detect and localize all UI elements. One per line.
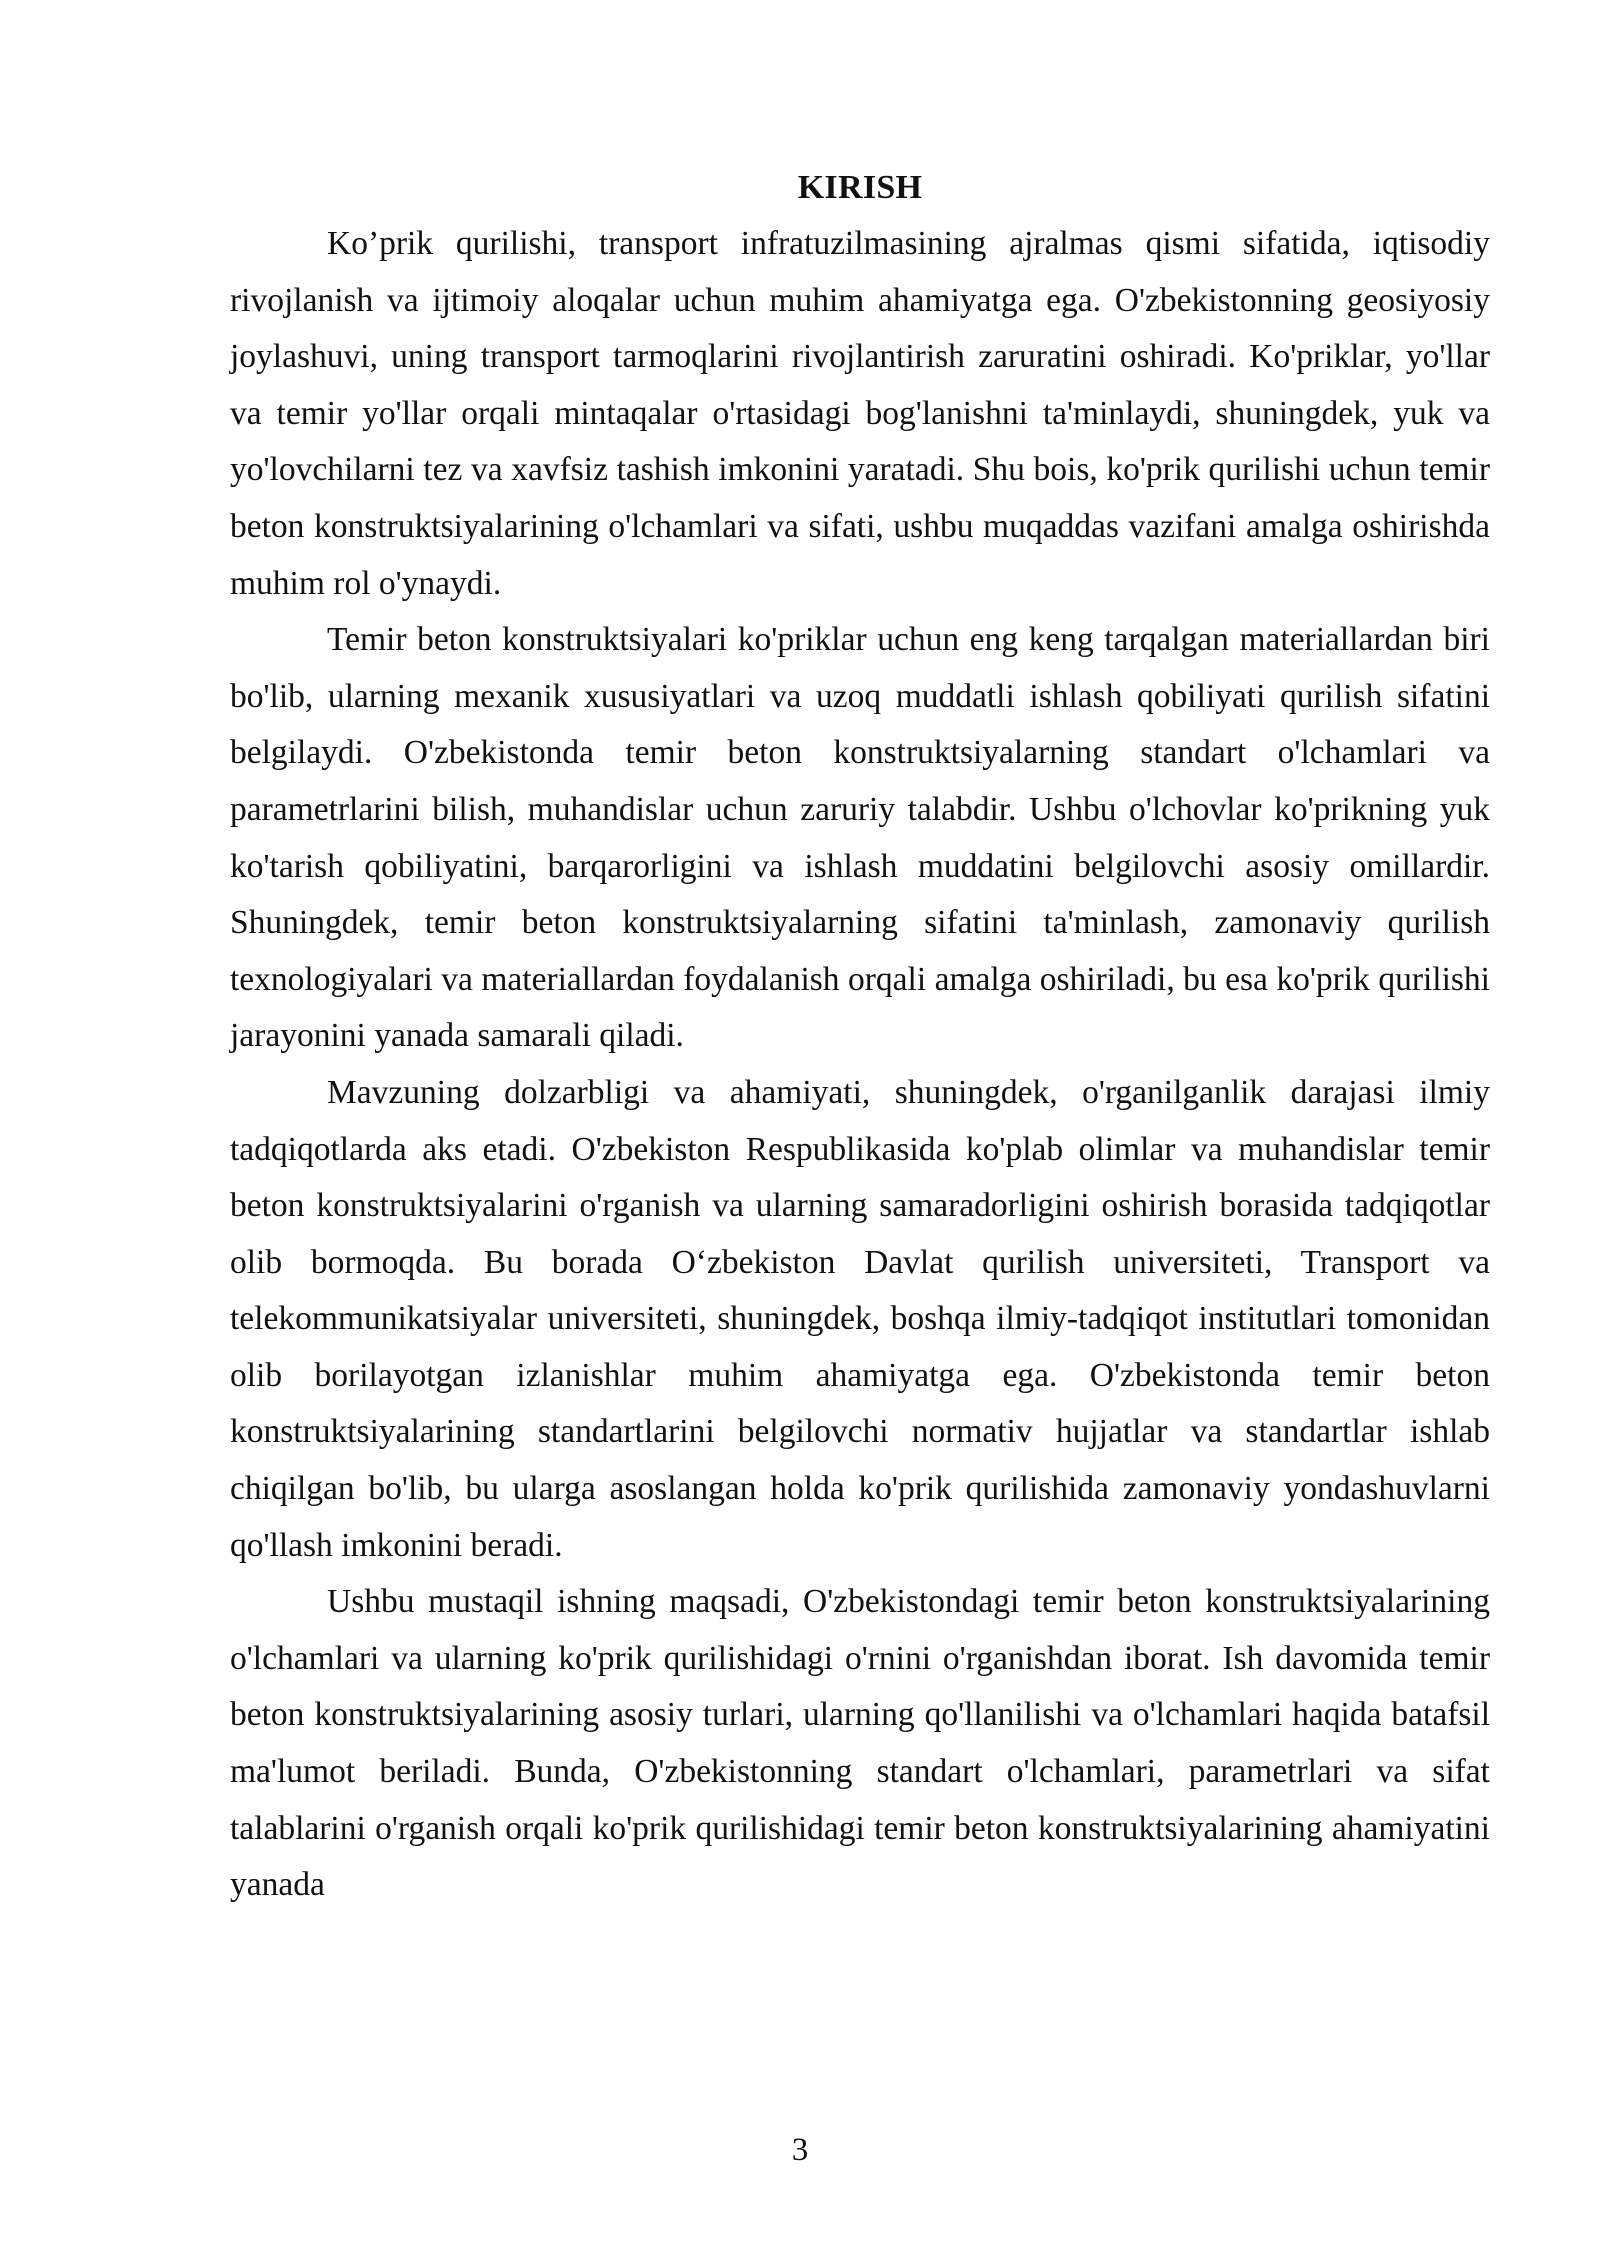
- paragraph-3: Mavzuning dolzarbligi va ahamiyati, shuningdek, o'rganilganlik darajasi ilmiy tadqiqotlarda aks etadi. O'zbekiston Respublikasida ko'plab olimlar va muhandislar temir beton konstruktsiyalarini o'rganish va ularning samaradorligini oshirish borasida tadqiqotlar olib bormoqda. Bu borada O‘zbekiston Davlat qurilish universiteti, Transport va telekommunikatsiyalar universiteti, shuningdek, boshqa ilmiy-tadqiqot institutlari tomonidan olib borilayotgan izlanishlar muhim ahamiyatga ega. O'zbekistonda temir beton konstruktsiyalarining standartlarini belgilovchi normativ hujjatlar va standartlar ishlab chiqilgan bo'lib, bu ularga asoslangan holda ko'prik qurilishida zamonaviy yondashuvlarni qo'llash imkonini beradi.: [230, 1073, 1490, 1564]
- section-title: KIRISH: [797, 169, 923, 206]
- paragraph-1: Ko’prik qurilishi, transport infratuzilmasining ajralmas qismi sifatida, iqtisodiy rivojlanish va ijtimoiy aloqalar uchun muhim ahamiyatga ega. O'zbekistonning geosiyosiy joylashuvi, uning transport tarmoqlarini rivojlantirish zaruratini oshiradi. Ko'priklar, yo'llar va temir yo'llar orqali mintaqalar o'rtasidagi bog'lanishni ta'minlaydi, shuningdek, yuk va yo'lovchilarni tez va xavfsiz tashish imkonini yaratadi. Shu bois, ko'prik qurilishi uchun temir beton konstruktsiyalarining o'lchamlari va sifati, ushbu muqaddas vazifani amalga oshirishda muhim rol o'ynaydi.: [230, 225, 1490, 602]
- paragraph-2: Temir beton konstruktsiyalari ko'priklar uchun eng keng tarqalgan materiallardan biri bo'lib, ularning mexanik xususiyatlari va uzoq muddatli ishlash qobiliyati qurilish sifatini belgilaydi. O'zbekistonda temir beton konstruktsiyalarning standart o'lchamlari va parametrlarini bilish, muhandislar uchun zaruriy talabdir. Ushbu o'lchovlar ko'prikning yuk ko'tarish qobiliyatini, barqarorligini va ishlash muddatini belgilovchi asosiy omillardir. Shuningdek, temir beton konstruktsiyalarning sifatini ta'minlash, zamonaviy qurilish texnologiyalari va materiallardan foydalanish orqali amalga oshiriladi, bu esa ko'prik qurilishi jarayonini yanada samarali qiladi.: [230, 621, 1490, 1055]
- page-content: [230, 160, 1490, 1914]
- paragraph-4: Ushbu mustaqil ishning maqsadi, O'zbekistondagi temir beton konstruktsiyalarining o'lchamlari va ularning ko'prik qurilishidagi o'rnini o'rganishdan iborat. Ish davomida temir beton konstruktsiyalarining asosiy turlari, ularning qo'llanilishi va o'lchamlari haqida batafsil ma'lumot beriladi. Bunda, O'zbekistonning standart o'lchamlari, parametrlari va sifat talablarini o'rganish orqali ko'prik qurilishidagi temir beton konstruktsiyalarining ahamiyatini yanada: [230, 1583, 1490, 1904]
- page-number: 3: [791, 2132, 809, 2168]
